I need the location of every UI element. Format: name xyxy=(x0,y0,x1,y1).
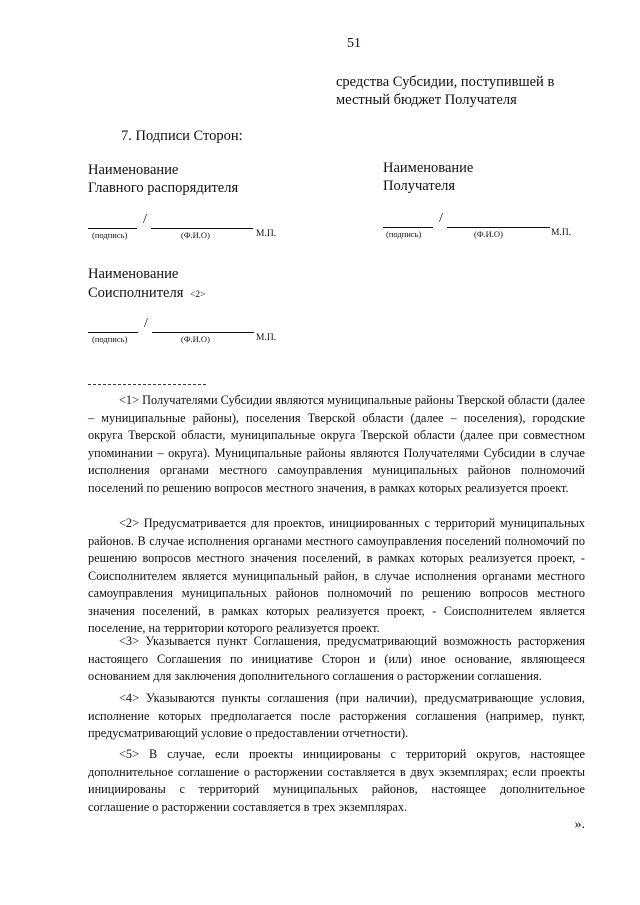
name-caption-1: (Ф.И.О) xyxy=(181,230,210,240)
signature-line-1 xyxy=(88,228,137,229)
co-executor-label-2 xyxy=(88,285,205,302)
signature-slash-3: / xyxy=(144,316,148,331)
name-caption-2: (Ф.И.О) xyxy=(474,229,503,239)
closing-quote: ». xyxy=(574,817,585,832)
co-executor-label-text: Соисполнителя xyxy=(88,285,184,301)
stamp-label-2: М.П. xyxy=(551,228,572,238)
recipient-label-2: Получателя xyxy=(383,178,456,194)
sign-caption-3: (подпись) xyxy=(92,334,128,344)
sign-caption-2: (подпись) xyxy=(386,229,422,239)
stamp-label-3: М.П. xyxy=(256,333,277,343)
name-line-2 xyxy=(447,227,550,228)
signature-line-2 xyxy=(383,227,433,228)
name-caption-3: (Ф.И.О) xyxy=(181,334,210,344)
footnote-5: <5> В случае, если проекты инициированы с территорий округов, настоящее дополнительное соглашение о расторжении составляется в двух экземплярах; если проекты инициированы с территорий муниципальных районов, настоящее дополнительное соглашение о расторжении составляется в трех экземплярах. xyxy=(88,747,585,814)
name-line-1 xyxy=(151,228,253,229)
page-number: 51 xyxy=(347,36,361,51)
continuation-line-2: местный бюджет Получателя xyxy=(336,92,517,108)
sign-caption-1: (подпись) xyxy=(92,230,128,240)
co-executor-label: Наименование xyxy=(88,266,179,282)
footnote-1: <1> Получателями Субсидии являются муниципальные районы Тверской области (далее – муниципальные районы), поселения Тверской области (далее – поселения), городские округа Тверской области, муниципальные округа Тверской области (далее при совместном упоминании – округа). Муниципальные районы являются Получателями Субсидии в случае исполнения органами местного самоуправления муниципальных районов полномочий поселений по решению вопросов местного значения, в рамках которых реализуется проект. xyxy=(88,393,585,495)
continuation-line-1: средства Субсидии, поступившей в xyxy=(336,74,555,90)
name-line-3 xyxy=(152,332,254,333)
footnote-ref-2: <2> xyxy=(190,290,206,300)
main-distributor-label: Наименование xyxy=(88,162,179,178)
recipient-label: Наименование xyxy=(383,160,474,176)
section-title: 7. Подписи Сторон: xyxy=(121,128,243,144)
footnote-3: <3> Указывается пункт Соглашения, предусматривающий возможность расторжения настоящего Соглашения по инициативе Сторон и (или) иное основание, являющееся основанием для заключения дополнительного соглашения о расторжении соглашения. xyxy=(88,634,585,683)
main-distributor-label-2: Главного распорядителя xyxy=(88,180,239,196)
footnote-4: <4> Указываются пункты соглашения (при наличии), предусматривающие условия, исполнение которых предполагается после расторжения соглашения (например, пункт, предусматривающий условие о предоставлении отчетности). xyxy=(88,691,585,740)
stamp-label-1: М.П. xyxy=(256,229,277,239)
signature-slash-2: / xyxy=(439,211,443,226)
footnote-2: <2> Предусматривается для проектов, инициированных с территорий муниципальных районов. В случае исполнения органами местного самоуправления поселений полномочий по решению вопросов местного значения поселений, в рамках которых реализуется проект, - Соисполнителем является муниципальный район, в случае исполнения органами местного самоуправления муниципальных районов полномочий по решению вопросов местного значения поселений, в рамках которых реализуется проект, - Соисполнителем является поселение, на территории которого реализуется проект. xyxy=(88,516,585,635)
footnote-separator xyxy=(88,384,206,385)
signature-line-3 xyxy=(88,332,138,333)
signature-slash-1: / xyxy=(143,212,147,227)
